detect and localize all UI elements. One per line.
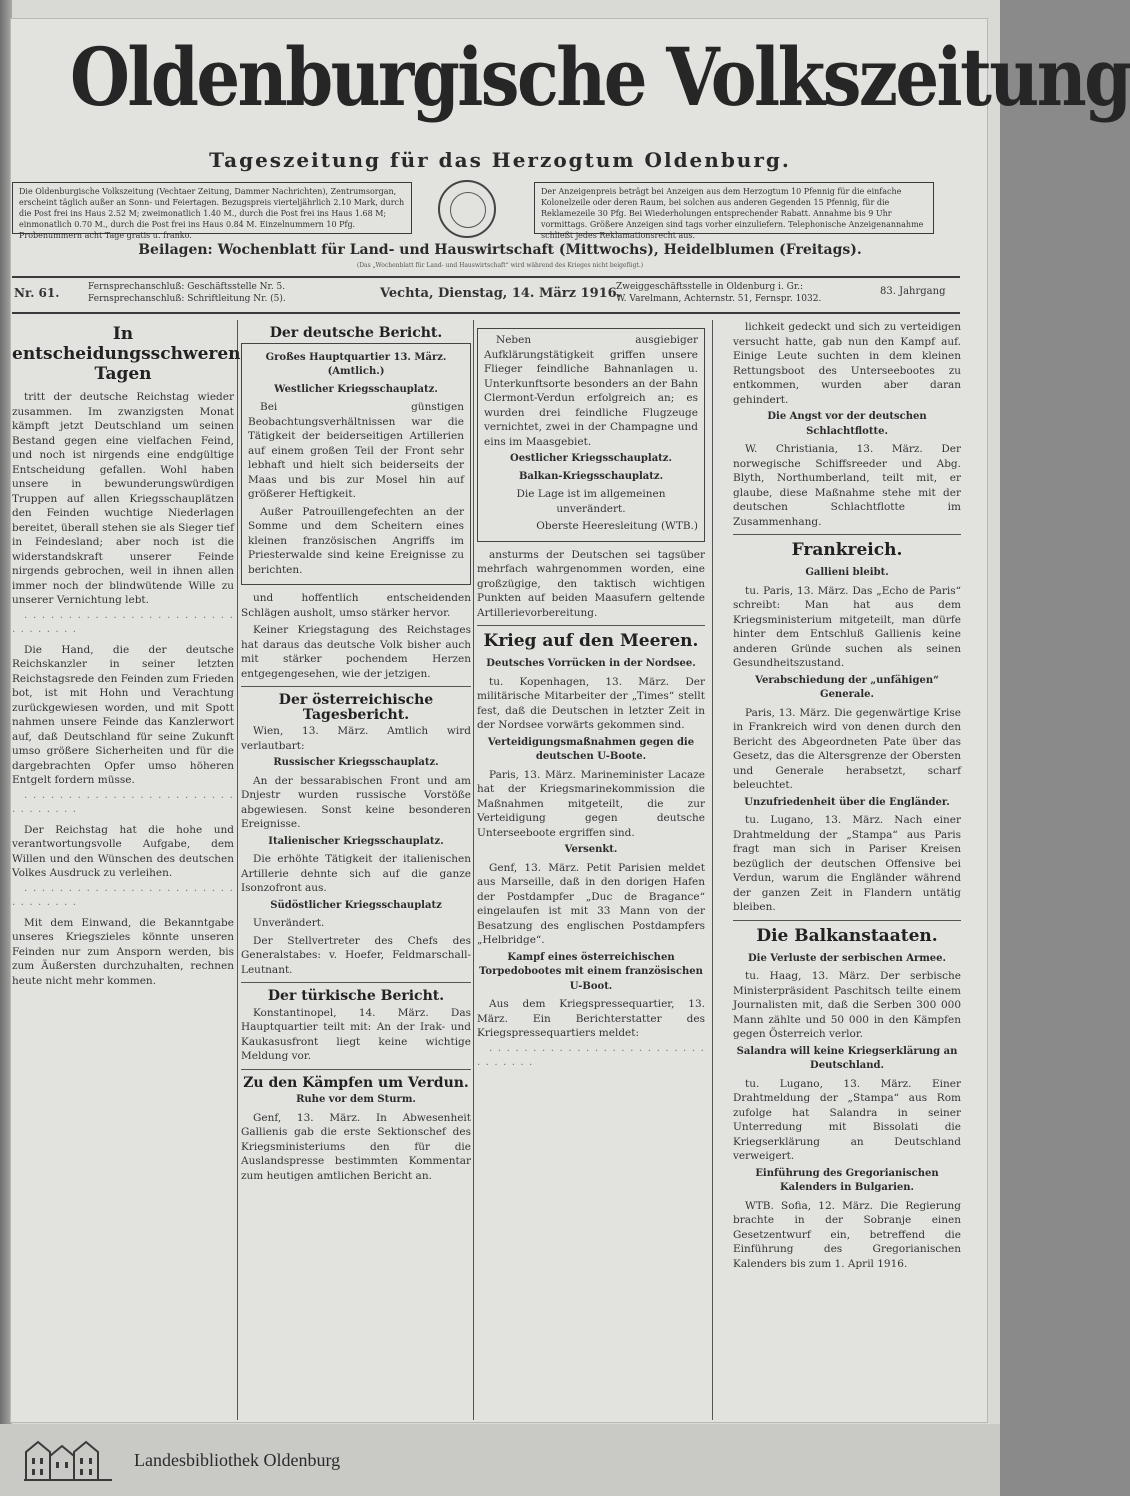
report-subheading: Russischer Kriegsschauplatz. [273,757,439,768]
report-dateline: Großes Hauptquartier 13. März. (Amtlich.) [265,351,447,377]
phone-office: Fernsprechanschluß: Geschäftsstelle Nr. 5. [88,282,286,292]
divider [733,534,961,535]
section-headline: Die Balkanstaaten. [756,925,938,946]
report-subheading: Deutsches Vorrücken in der Nordsee. [486,658,696,669]
report-subheading: Westlicher Kriegsschauplatz. [274,383,438,395]
column-rule [237,320,238,1420]
report-paragraph: W. Christiania, 13. März. Der norwegische Schiffsreeder und Abg. Blyth, Northumberland, teilt mit, er glaube, diese Maßnahme stehe mit der deutschen Schlachtflotte im Zusammenhang. [733,443,961,528]
article-paragraph: tritt der deutsche Reichstag wieder zusammen. Im zwanzigsten Monat kämpft jetzt Deutschland um seinen Bestand gegen eine vielfachen Feind, und noch ist nirgends eine endgültige Entscheidung gefallen. Wohl haben unsere in bewunderungswürdigen Truppen auf allen Kriegsschauplätzen den Feinden wuchtige Niederlagen bereitet, überall stehen sie als Sieger tief in Feindesland; aber noch ist die widerstandskraft unserer Feinde nirgends gebrochen, weil in ihnen allen immer noch der blindwütende Wille zu unserer Vernichtung lebt. [12,391,234,606]
report-subheading: Unzufriedenheit über die Engländer. [744,796,950,808]
column-4 [733,320,961,1420]
report-headline: Der deutsche Bericht. [269,325,443,341]
column-1 [12,320,241,1420]
report-headline: Der österreichische Tagesbericht. [278,692,434,723]
illegible-text: · · · · · · · · · · · · · · · · · · · · · · · · · · · · · · · · [12,791,234,818]
masthead-title: Oldenburgische Volkszeitung [70,30,1130,124]
article-paragraph: ansturms der Deutschen sei tagsüber mehrfach wahrgenommen worden, eine großzügige, den taktisch wichtigen Punkten auf beiden Maasufern geltende Artillerievorbereitung. [477,548,705,619]
report-paragraph: tu. Haag, 13. März. Der serbische Ministerpräsident Paschitsch teilte einem Journalisten mit, daß die Serben 300 000 Mann zählte und 50 000 in den Kämpfen gegen Österreich verlor. [733,970,961,1040]
report-paragraph: tu. Paris, 13. März. Das „Echo de Paris“ schreibt: Man hat aus dem Kriegsministerium mitgeteilt, man dürfe hinter dem Entschluß Gallienis keine anderen Gründe suchen als seinen Gesundheitszustand. [733,584,961,669]
section-headline: Frankreich. [791,540,903,560]
column-rule [473,320,474,1420]
report-paragraph: tu. Kopenhagen, 13. März. Der militärische Mitarbeiter der „Times“ stellt fest, daß die Deutschen in letzter Zeit in der Nordsee vorwärts gekommen sind. [477,675,705,731]
report-paragraph: WTB. Sofia, 12. März. Die Regierung brachte in der Sobranje einen Gesetzentwurf ein, betreffend die Einführung des Gregorianischen Kalenders bis zum 1. April 1916. [733,1199,961,1270]
divider [241,686,471,687]
section-headline: Krieg auf den Meeren. [483,631,699,651]
report-subheading: Salandra will keine Kriegserklärung an Deutschland. [736,1045,958,1071]
report-signature: Der Stellvertreter des Chefs des Generalstabes: v. Hoefer, Feldmarschall-Leutnant. [241,934,471,976]
article-paragraph: Der Reichstag hat die hohe und verantwortungsvolle Aufgabe, dem Willen und den Wünschen des deutschen Volkes Ausdruck zu verleihen. [12,823,234,879]
report-subheading: Südöstlicher Kriegsschauplatz [270,899,442,911]
branch-address: W. Varelmann, Achternstr. 51, Fernspr. 1032. [616,294,822,304]
library-footer [0,1424,1000,1496]
report-subheading: Kampf eines österreichischen Torpedobootes mit einem französischen U-Boot. [479,951,703,992]
masthead-subtitle: Tageszeitung für das Herzogtum Oldenburg. [209,148,791,172]
article-paragraph: Mit dem Einwand, die Bekanntgabe unseres Kriegszieles könnte unseren Feinden nur zum Ansporn werden, bis zum Äußersten durchzuhalten, rechnen heute nicht mehr kommen. [12,916,234,987]
branch-office: Zweiggeschäftsstelle in Oldenburg i. Gr.: [616,282,804,292]
report-paragraph: Konstantinopel, 14. März. Das Hauptquartier teilt mit: An der Irak- und Kaukasusfront liegt keine wichtige Meldung vor. [241,1006,471,1062]
coat-of-arms-icon [438,180,496,238]
illegible-text: · · · · · · · · · · · · · · · · · · · · · · · · · · · · · · · · [12,884,234,911]
divider [477,625,705,626]
phone-editorial: Fernsprechanschluß: Schriftleitung Nr. (5). [88,294,286,304]
report-paragraph: Neben ausgiebiger Aufklärungstätigkeit griffen unsere Flieger feindliche Bahnanlagen u. Unterkunftsorte besonders an der Bahn Clermont-Verdun erfolgreich an; es wurden drei feindliche Flugzeuge vernichtet, zwei in der Champagne und eins im Maasgebiet. [484,334,698,448]
report-paragraph: Genf, 13. März. In Abwesenheit Gallienis gab die erste Sektionschef des Kriegsministeriums den für die Auslandspresse bestimmten Kommentar zum heutigen amtlichen Bericht an. [241,1111,471,1182]
report-paragraph: Die erhöhte Tätigkeit der italienischen Artillerie dehnte sich auf die ganze Isonzofront aus. [241,853,471,894]
library-name: Landesbibliothek Oldenburg [134,1450,341,1470]
divider [241,982,471,983]
column-3 [477,320,705,1420]
advertising-info: Der Anzeigenpreis beträgt bei Anzeigen aus dem Herzogtum 10 Pfennig für die einfache Kolonelzeile oder deren Raum, bei solchen aus anderen Gegenden 15 Pfennig, für die Reklamezeile 30 Pfg. Bei Wiederholungen entsprechender Rabatt. Annahme bis 9 Uhr vormittags. Größere Anzeigen sind tags vorher einzuliefern. Telephonische Anzeigenannahme schließt jedes Reklamationsrecht aus. [534,182,934,234]
report-paragraph: Unverändert. [253,917,325,929]
divider [12,276,960,278]
divider [12,312,960,314]
report-subheading: Balkan-Kriegsschauplatz. [518,470,664,482]
issue-date: Vechta, Dienstag, 14. März 1916. [380,286,622,301]
report-paragraph: tu. Lugano, 13. März. Einer Drahtmeldung der „Stampa“ aus Rom zufolge hat Salandra in seiner Unterredung mit Bissolati die Kriegserklärung an Deutschland verweigert. [733,1077,961,1162]
report-subheading: Einführung des Gregorianischen Kalenders in Bulgarien. [755,1167,939,1193]
report-headline: Der türkische Bericht. [267,988,445,1004]
divider [241,1069,471,1070]
report-paragraph: Die Lage ist im allgemeinen unverändert. [516,488,666,515]
illegible-text: · · · · · · · · · · · · · · · · · · · · · · · · · · · · · · · · [477,1044,705,1071]
divider [733,920,961,921]
volume-year: 83. Jahrgang [880,286,946,297]
report-subheading: Italienischer Kriegsschauplatz. [268,835,444,847]
report-box [241,343,471,586]
report-subheading: Versenkt. [564,844,618,855]
supplements-note: (Das „Wochenblatt für Land- und Hauswirtschaft“ wird während des Krieges nicht beigefügt.) [356,262,644,269]
issue-number: Nr. 61. [14,286,60,300]
report-paragraph: tu. Lugano, 13. März. Nach einer Drahtmeldung der „Stampa“ aus Paris fragt man sich in Pariser Kreisen bezüglich der deutschen Offensive bei Verdun, warum die Engländer während der ganzen Zeit in Flandern untätig bleiben. [733,814,961,913]
report-paragraph: Paris, 13. März. Marineminister Lacaze hat der Kriegsmarinekommission die Maßnahmen mitgeteilt, die zur Verteidigung gegen deutsche Unterseeboote ergriffen sind. [477,768,705,839]
article-paragraph: lichkeit gedeckt und sich zu verteidigen versucht hatte, gab nun den Kampf auf. Einige Leute suchten in dem kleinen Rettungsboot des Unterseebootes zu entkommen, wurden aber daran gehindert. [733,321,961,406]
supplements-line: Beilagen: Wochenblatt für Land- und Hauswirtschaft (Mittwochs), Heidelblumen (Freitags). [138,242,862,258]
report-box [477,328,705,542]
report-paragraph: An der bessarabischen Front und am Dnjestr wurden russische Vorstöße abgewiesen. Sonst keine besonderen Ereignisse. [241,774,471,830]
article-paragraph: und hoffentlich entscheidenden Schlägen ausholt, umso stärker hervor. [241,592,471,619]
report-subheading: Oestlicher Kriegsschauplatz. [510,453,672,464]
report-paragraph: Aus dem Kriegspressequartier, 13. März. Ein Berichterstatter des Kriegspressequartiers meldet: [477,998,705,1039]
report-paragraph: Paris, 13. März. Die gegenwärtige Krise in Frankreich wird von denen durch den Bericht des Abgeordneten Pate über das Gesetz, das die Altersgrenze der Obersten und Generale herabsetzt, scharf beleuchtet. [733,706,961,791]
report-subheading: Gallieni bleibt. [805,567,889,578]
report-signature: Oberste Heeresleitung (WTB.) [536,520,698,532]
report-subheading: Die Verluste der serbischen Armee. [747,952,947,964]
lead-headline: In entscheidungsschweren Tagen [12,324,241,384]
illegible-text: · · · · · · · · · · · · · · · · · · · · · · · · · · · · · · · · [12,611,234,638]
subscription-info: Die Oldenburgische Volkszeitung (Vechtaer Zeitung, Dammer Nachrichten), Zentrumsorgan, erscheint täglich außer an Sonn- und Feiertagen. Bezugspreis vierteljährlich 2.10 Mark, durch die Post frei ins Haus 2.52 M; zweimonatlich 1.40 M., durch die Post frei ins Haus 1.68 M; einmonatlich 0.70 M., durch die Post frei ins Haus 0.84 M. Einzelnummern 10 Pfg. Probenummern acht Tage gratis u. franko. [12,182,412,234]
column-rule [712,320,713,1420]
report-dateline: Wien, 13. März. Amtlich wird verlautbart: [241,725,471,752]
article-paragraph: Die Hand, die der deutsche Reichskanzler in seiner letzten Reichstagsrede den Feinden zum Frieden bot, ist mit Hohn und Verachtung zurückgewiesen worden, und mit Spott nahmen unsere Feinde das Kanzlerwort auf, daß Deutschland für seine Zukunft umso größere Sicherheiten und für die dargebrachten Opfer umso höheren Entgelt fordern müsse. [12,643,234,786]
report-subheading: Ruhe vor dem Sturm. [296,1094,416,1105]
column-2 [241,320,471,1420]
report-paragraph: Außer Patrouillengefechten an der Somme und dem Scheitern eines kleinen französischen Angriffs im Priesterwalde sind keine Ereignisse zu berichten. [248,505,464,576]
report-subheading: Verabschiedung der „unfähigen“ Generale. [755,674,939,700]
library-building-logo [22,1436,116,1484]
dateline [12,282,960,310]
report-headline: Zu den Kämpfen um Verdun. [243,1074,469,1091]
report-paragraph: Bei günstigen Beobachtungsverhältnissen war die Tätigkeit der beiderseitigen Artillerien auf einem großen Teil der Front sehr lebhaft und hielt sich beiderseits der Maas und bis zur Mosel hin auf größerer Heftigkeit. [248,401,464,500]
report-paragraph: Genf, 13. März. Petit Parisien meldet aus Marseille, daß in den dorigen Hafen der Postdampfer „Duc de Bragance“ eingelaufen ist mit 33 Mann von der Besatzung des englischen Postdampfers „Helbridge“. [477,861,705,946]
article-paragraph: Keiner Kriegstagung des Reichstages hat daraus das deutsche Volk bisher auch mit stärker pochendem Herzen entgegengesehen, wie der jetzigen. [241,624,471,680]
report-subheading: Die Angst vor der deutschen Schlachtflotte. [767,411,927,437]
report-subheading: Verteidigungsmaßnahmen gegen die deutschen U-Boote. [487,736,695,762]
